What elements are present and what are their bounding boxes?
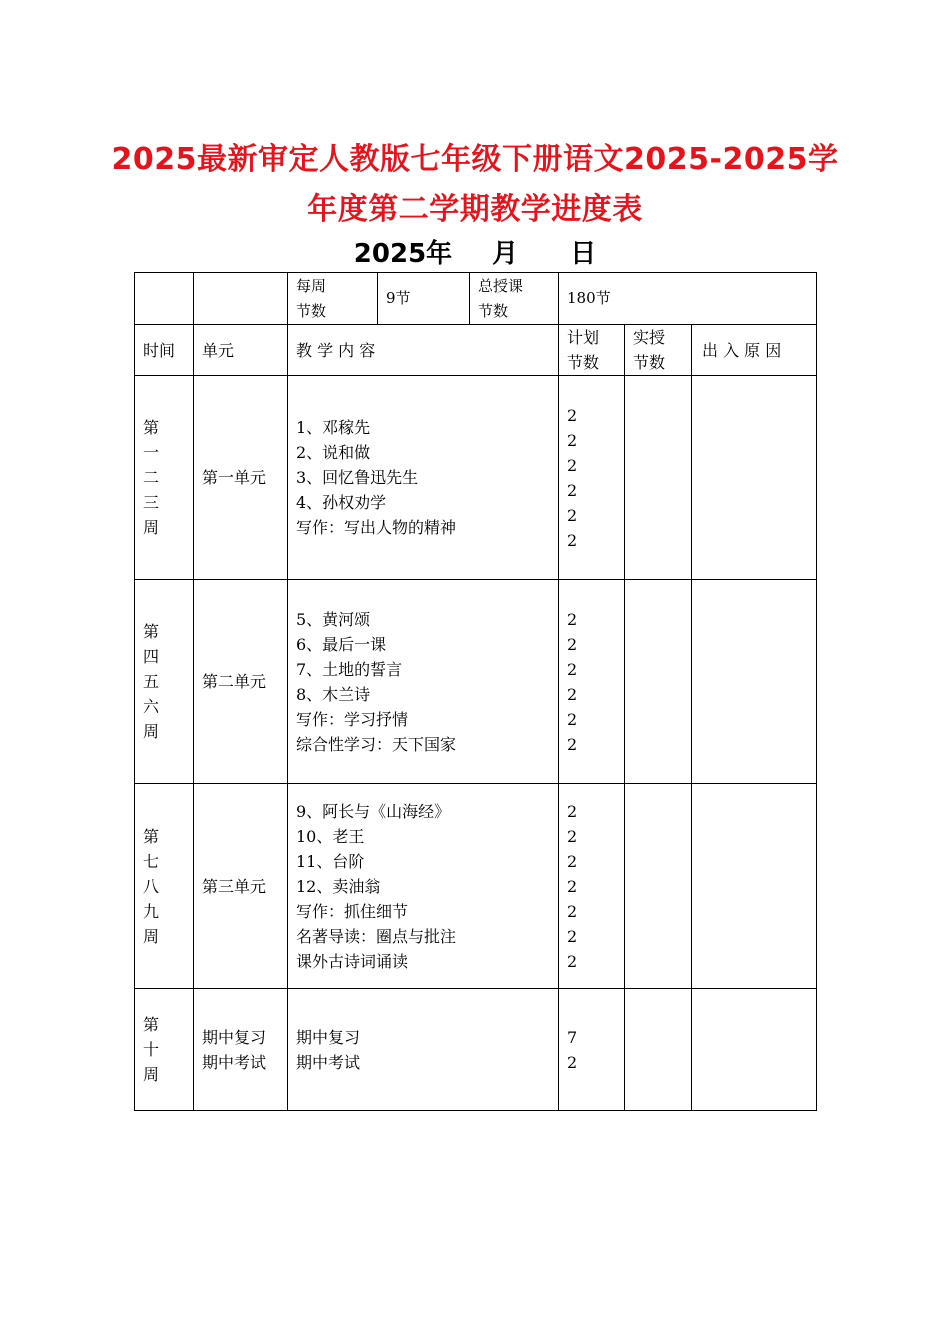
lesson-item: 5、黄河颂 xyxy=(296,609,371,629)
lesson-item: 2、说和做 xyxy=(296,443,371,462)
planned-value: 2 xyxy=(567,826,578,846)
lesson-item: 综合性学习：天下国家 xyxy=(296,734,457,754)
lesson-item: 11、台阶 xyxy=(296,851,365,871)
header-content: 教 学 内 容 xyxy=(288,325,559,376)
week-cell xyxy=(135,784,194,989)
unit-cell xyxy=(194,376,288,580)
week-char: 五 xyxy=(143,672,160,691)
week-char: 第 xyxy=(143,826,160,846)
unit-cell xyxy=(194,580,288,784)
total-label-line-1: 总授课 xyxy=(478,276,524,295)
week-char: 一 xyxy=(143,443,160,462)
actual-cell xyxy=(625,376,692,580)
header-actual xyxy=(625,325,692,376)
reason-cell xyxy=(692,376,817,580)
week-char: 三 xyxy=(143,493,160,512)
content-cell xyxy=(288,989,559,1111)
week-char: 二 xyxy=(143,468,160,487)
lesson-item: 期中复习 xyxy=(296,1027,361,1047)
info-empty-cell-2 xyxy=(194,273,288,325)
planned-value: 2 xyxy=(567,405,578,425)
planned-value: 2 xyxy=(567,876,578,896)
lesson-item: 写作：写出人物的精神 xyxy=(296,518,457,537)
actual-cell xyxy=(625,989,692,1111)
planned-value: 2 xyxy=(567,430,578,450)
document-title-line-2: 年度第二学期教学进度表 xyxy=(307,192,643,227)
planned-value: 2 xyxy=(567,709,578,729)
total-lessons-label xyxy=(470,273,559,325)
week-char: 周 xyxy=(143,926,160,946)
schedule-row xyxy=(135,784,817,989)
date-day: 日 xyxy=(570,239,597,269)
content-cell xyxy=(288,784,559,989)
actual-cell xyxy=(625,784,692,989)
header-time: 时间 xyxy=(135,325,194,376)
schedule-row xyxy=(135,376,817,580)
weekly-lessons-label xyxy=(288,273,378,325)
planned-value: 2 xyxy=(567,734,578,754)
planned-cell xyxy=(559,989,625,1111)
unit-name: 第三单元 xyxy=(202,876,267,896)
weekly-lessons-value: 9节 xyxy=(378,273,470,325)
planned-value: 2 xyxy=(567,609,578,629)
info-row xyxy=(135,273,817,325)
week-char: 第 xyxy=(143,1015,160,1034)
planned-value: 2 xyxy=(567,1052,578,1072)
lesson-item: 期中考试 xyxy=(296,1052,361,1072)
info-empty-cell-1 xyxy=(135,273,194,325)
week-char: 八 xyxy=(143,876,160,896)
planned-cell xyxy=(559,580,625,784)
week-char: 第 xyxy=(143,418,160,437)
unit-name: 第二单元 xyxy=(202,672,267,691)
schedule-row xyxy=(135,989,817,1111)
header-actual-line-2: 节数 xyxy=(633,353,666,372)
lesson-item: 10、老王 xyxy=(296,826,365,846)
schedule-row xyxy=(135,580,817,784)
planned-value: 7 xyxy=(567,1027,578,1047)
week-char: 四 xyxy=(143,647,160,666)
planned-value: 2 xyxy=(567,801,578,821)
week-cell xyxy=(135,580,194,784)
lesson-item: 写作：学习抒情 xyxy=(296,709,409,729)
lesson-item: 写作：抓住细节 xyxy=(296,901,409,921)
unit-cell xyxy=(194,989,288,1111)
total-label-line-2: 节数 xyxy=(478,301,509,320)
header-row xyxy=(135,325,817,376)
week-char: 周 xyxy=(143,1065,160,1084)
planned-value: 2 xyxy=(567,901,578,921)
week-char: 六 xyxy=(143,697,160,716)
total-lessons-value: 180节 xyxy=(559,273,817,325)
header-reason: 出 入 原 因 xyxy=(692,325,817,376)
reason-cell xyxy=(692,784,817,989)
reason-cell xyxy=(692,580,817,784)
weekly-label-line-2: 节数 xyxy=(296,301,327,320)
unit-name: 第一单元 xyxy=(202,468,267,487)
unit-name: 期中复习 xyxy=(202,1027,267,1047)
lesson-item: 名著导读：圈点与批注 xyxy=(296,926,457,946)
header-planned-line-1: 计划 xyxy=(567,328,600,347)
week-char: 周 xyxy=(143,722,160,741)
planned-cell xyxy=(559,784,625,989)
date-year: 2025年 xyxy=(353,239,453,269)
lesson-item: 课外古诗词诵读 xyxy=(296,951,409,971)
planned-value: 2 xyxy=(567,926,578,946)
week-char: 十 xyxy=(143,1040,160,1059)
lesson-item: 7、土地的誓言 xyxy=(296,659,403,679)
planned-value: 2 xyxy=(567,455,578,475)
week-char: 周 xyxy=(143,518,160,537)
planned-value: 2 xyxy=(567,851,578,871)
week-char: 七 xyxy=(143,851,160,871)
week-cell xyxy=(135,376,194,580)
planned-value: 2 xyxy=(567,684,578,704)
header-unit: 单元 xyxy=(194,325,288,376)
planned-value: 2 xyxy=(567,530,578,550)
unit-name: 期中考试 xyxy=(202,1052,267,1072)
planned-value: 2 xyxy=(567,634,578,654)
document-title-line-1: 2025最新审定人教版七年级下册语文2025-2025学 xyxy=(111,142,839,177)
unit-cell xyxy=(194,784,288,989)
date-line xyxy=(0,233,950,270)
content-cell xyxy=(288,376,559,580)
lesson-item: 3、回忆鲁迅先生 xyxy=(296,468,419,487)
lesson-item: 12、卖油翁 xyxy=(296,876,381,896)
schedule-table xyxy=(134,272,817,1111)
planned-value: 2 xyxy=(567,505,578,525)
reason-cell xyxy=(692,989,817,1111)
planned-cell xyxy=(559,376,625,580)
week-cell xyxy=(135,989,194,1111)
actual-cell xyxy=(625,580,692,784)
planned-value: 2 xyxy=(567,659,578,679)
content-cell xyxy=(288,580,559,784)
week-char: 第 xyxy=(143,622,160,641)
planned-value: 2 xyxy=(567,951,578,971)
week-char: 九 xyxy=(143,901,160,921)
lesson-item: 8、木兰诗 xyxy=(296,684,371,704)
planned-value: 2 xyxy=(567,480,578,500)
weekly-label-line-1: 每周 xyxy=(296,276,327,295)
lesson-item: 4、孙权劝学 xyxy=(296,493,387,512)
header-actual-line-1: 实授 xyxy=(633,328,666,347)
lesson-item: 1、邓稼先 xyxy=(296,418,371,437)
header-planned-line-2: 节数 xyxy=(567,353,600,372)
lesson-item: 6、最后一课 xyxy=(296,634,387,654)
header-planned xyxy=(559,325,625,376)
date-month: 月 xyxy=(492,239,519,269)
lesson-item: 9、阿长与《山海经》 xyxy=(296,801,451,821)
